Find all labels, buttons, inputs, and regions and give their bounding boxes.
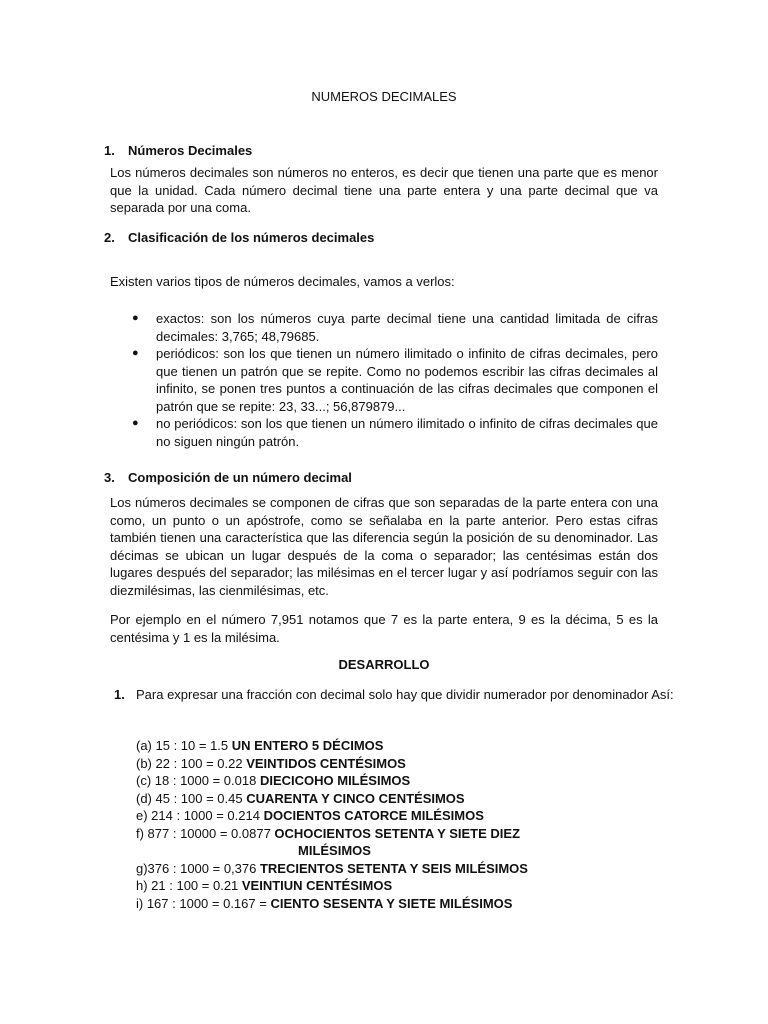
- section-2-title: Clasificación de los números decimales: [128, 230, 375, 245]
- example-words: DIECICOHO MILÉSIMOS: [259, 773, 411, 788]
- list-item-text: exactos: son los números cuya parte decimal tiene una cantidad limitada de cifras decimales: 3,765; 48,79685.: [156, 311, 658, 344]
- list-item: [130, 415, 658, 450]
- example-item: [136, 860, 696, 878]
- section-1-heading: [104, 142, 252, 160]
- example-item: [136, 737, 696, 755]
- section-3-heading: [104, 469, 352, 487]
- list-item: [130, 310, 658, 345]
- list-item-text: no periódicos: son los que tienen un número ilimitado o infinito de cifras decimales que no siguen ningún patrón.: [156, 416, 658, 449]
- example-words: CUARENTA Y CINCO CENTÉSIMOS: [246, 790, 465, 806]
- example-item: [136, 755, 696, 773]
- example-expression: f) 877 : 10000 = 0.0877: [136, 825, 275, 841]
- example-expression: g)376 : 1000 = 0,376: [136, 860, 260, 876]
- bullet-icon: ●: [132, 312, 139, 324]
- example-expression: (c) 18 : 1000 = 0.018: [136, 773, 260, 788]
- section-3-paragraph-2: Por ejemplo en el número 7,951 notamos que 7 es la parte entera, 9 es la décima, 5 es la centésima y 1 es la milésima.: [110, 612, 658, 645]
- example-item: [136, 895, 696, 913]
- example-expression: e) 214 : 1000 = 0.214: [136, 808, 264, 823]
- example-item: [136, 790, 696, 808]
- example-expression: (b) 22 : 100 = 0.22: [136, 755, 247, 771]
- development-title: DESARROLLO: [338, 657, 430, 672]
- example-item-continuation: [136, 842, 696, 860]
- example-item: [136, 825, 696, 843]
- example-item: [136, 807, 696, 825]
- development-intro: Para expresar una fracción con decimal solo hay que dividir numerador por denominador Así:: [136, 687, 674, 702]
- section-1-number: 1.: [104, 143, 115, 158]
- example-words: TRECIENTOS SETENTA Y SEIS MILÉSIMOS: [259, 860, 528, 876]
- example-words: CIENTO SESENTA Y SIETE MILÉSIMOS: [270, 895, 513, 911]
- example-expression: (d) 45 : 100 = 0.45: [136, 790, 247, 806]
- section-2-intro: Existen varios tipos de números decimales, vamos a verlos:: [110, 274, 455, 289]
- classification-list: [130, 310, 658, 450]
- section-2-number: 2.: [104, 230, 115, 245]
- example-expression: h) 21 : 100 = 0.21: [136, 878, 242, 893]
- example-words: VEINTIDOS CENTÉSIMOS: [246, 755, 406, 771]
- development-number: 1.: [114, 687, 125, 702]
- document-title: NUMEROS DECIMALES: [311, 89, 457, 104]
- section-2-heading: [104, 229, 374, 247]
- example-words: UN ENTERO 5 DÉCIMOS: [231, 738, 384, 753]
- example-words: MILÉSIMOS: [298, 843, 371, 858]
- example-words: VEINTIUN CENTÉSIMOS: [241, 878, 393, 893]
- section-1-title: Números Decimales: [128, 143, 253, 158]
- list-item-text: periódicos: son los que tienen un número ilimitado o infinito de cifras decimales, pero que tienen un patrón que se repite. Como no podemos escribir las cifras decimales al infinito, se ponen tres puntos a continuación de las cifras decimales que componen el patrón que se repite: 23, 33...; 56,879879...: [156, 346, 658, 414]
- example-item: [136, 877, 696, 895]
- section-1-paragraph: Los números decimales son números no enteros, es decir que tienen una parte que es menor que la unidad. Cada número decimal tiene una parte entera y una parte decimal que va separada por una coma.: [110, 165, 658, 215]
- section-3-number: 3.: [104, 470, 115, 485]
- example-words: DOCIENTOS CATORCE MILÉSIMOS: [263, 808, 484, 823]
- bullet-icon: ●: [132, 417, 139, 429]
- section-3-title: Composición de un número decimal: [128, 470, 352, 485]
- example-expression: i) 167 : 1000 = 0.167 =: [136, 895, 271, 911]
- example-expression: (a) 15 : 10 = 1.5: [136, 738, 232, 753]
- list-item: [130, 345, 658, 415]
- example-item: [136, 772, 696, 790]
- example-words: OCHOCIENTOS SETENTA Y SIETE DIEZ: [274, 825, 521, 841]
- examples-list: [136, 737, 696, 912]
- section-3-paragraph-1: Los números decimales se componen de cifras que son separadas de la parte entera con una como, un punto o un apóstrofe, como se señalaba en la parte anterior. Pero estas cifras también tienen una característica que las diferencia según la posición de su denominador. Las décimas se ubican un lugar después de la coma o separador; las centésimas están dos lugares después del separador; las milésimas en el tercer lugar y así podríamos seguir con las diezmilésimas, las cienmilésimas, etc.: [110, 495, 658, 598]
- bullet-icon: ●: [132, 347, 139, 359]
